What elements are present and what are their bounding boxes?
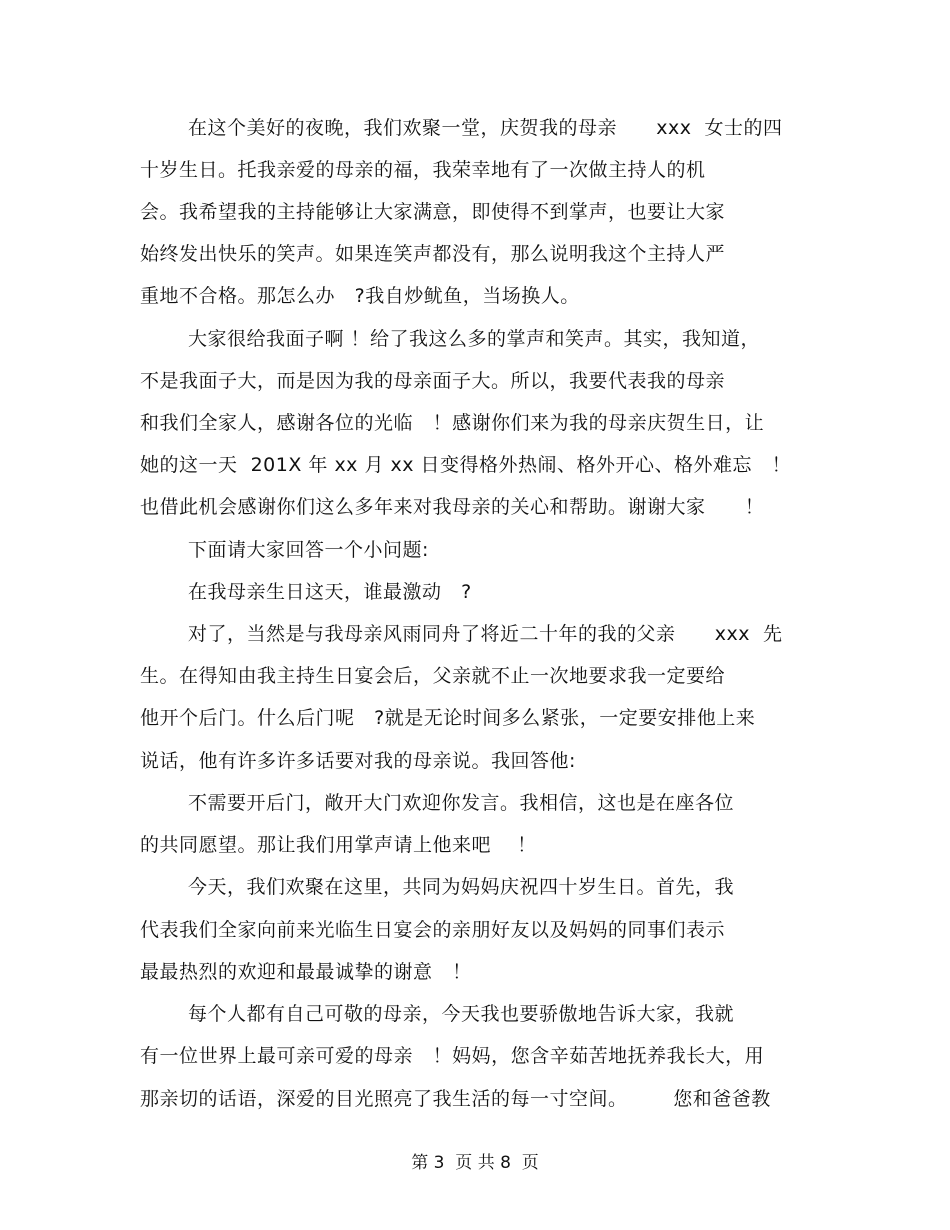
text-line: 最最热烈的欢迎和最最诚挚的谢意 ！ — [140, 961, 472, 983]
text-line: 不是我面子大，而是因为我的母亲面子大。所以，我要代表我的母亲 — [140, 370, 726, 392]
text-line: 有一位世界上最可亲可爱的母亲 ！妈妈，您含辛茹苦地抚养我长大，用 — [140, 1045, 765, 1067]
text-line: 会。我希望我的主持能够让大家满意，即使得不到掌声，也要让大家 — [140, 201, 726, 223]
text-line: 每个人都有自己可敬的母亲，今天我也要骄傲地告诉大家，我就 — [188, 1003, 735, 1025]
text-line: 代表我们全家向前来光临生日宴会的亲朋好友以及妈妈的同事们表示 — [140, 919, 726, 941]
text-line: 她的这一天 201X 年 xx 月 xx 日变得格外热闹、格外开心、格外难忘 ！ — [140, 454, 792, 476]
page-number-footer: 第 3 页 共 8 页 — [411, 1153, 539, 1173]
text-line: 重地不合格。那怎么办 ?我自炒鱿鱼，当场换人。 — [140, 285, 580, 307]
text-line: 始终发出快乐的笑声。如果连笑声都没有，那么说明我这个主持人严 — [140, 243, 726, 265]
text-line: 说话，他有许多许多话要对我的母亲说。我回答他: — [140, 750, 576, 772]
text-line: 也借此机会感谢你们这么多年来对我母亲的关心和帮助。谢谢大家 ！ — [140, 496, 765, 518]
text-line: 的共同愿望。那让我们用掌声请上他来吧 ！ — [140, 834, 537, 856]
text-line: 和我们全家人，感谢各位的光临 ！感谢你们来为我的母亲庆贺生日，让 — [140, 412, 765, 434]
text-line: 大家很给我面子啊 ！给了我这么多的掌声和笑声。其实，我知道， — [188, 328, 761, 350]
text-line: 那亲切的话语，深爱的目光照亮了我生活的每一寸空间。 您和爸爸教 — [140, 1088, 771, 1110]
text-line: 在这个美好的夜晚，我们欢聚一堂，庆贺我的母亲 xxx 女士的四 — [188, 117, 783, 139]
text-line: 生。在得知由我主持生日宴会后，父亲就不止一次地要求我一定要给 — [140, 665, 726, 687]
text-line: 对了，当然是与我母亲风雨同舟了将近二十年的我的父亲 xxx 先 — [188, 623, 783, 645]
text-line: 今天，我们欢聚在这里，共同为妈妈庆祝四十岁生日。首先，我 — [188, 876, 735, 898]
text-line: 不需要开后门，敞开大门欢迎你发言。我相信，这也是在座各位 — [188, 792, 735, 814]
text-line: 下面请大家回答一个小问题: — [188, 539, 429, 561]
text-line: 他开个后门。什么后门呢 ?就是无论时间多么紧张，一定要安排他上来 — [140, 707, 756, 729]
text-line: 十岁生日。托我亲爱的母亲的福，我荣幸地有了一次做主持人的机 — [140, 159, 706, 181]
text-line: 在我母亲生日这天，谁最激动 ? — [188, 581, 472, 603]
